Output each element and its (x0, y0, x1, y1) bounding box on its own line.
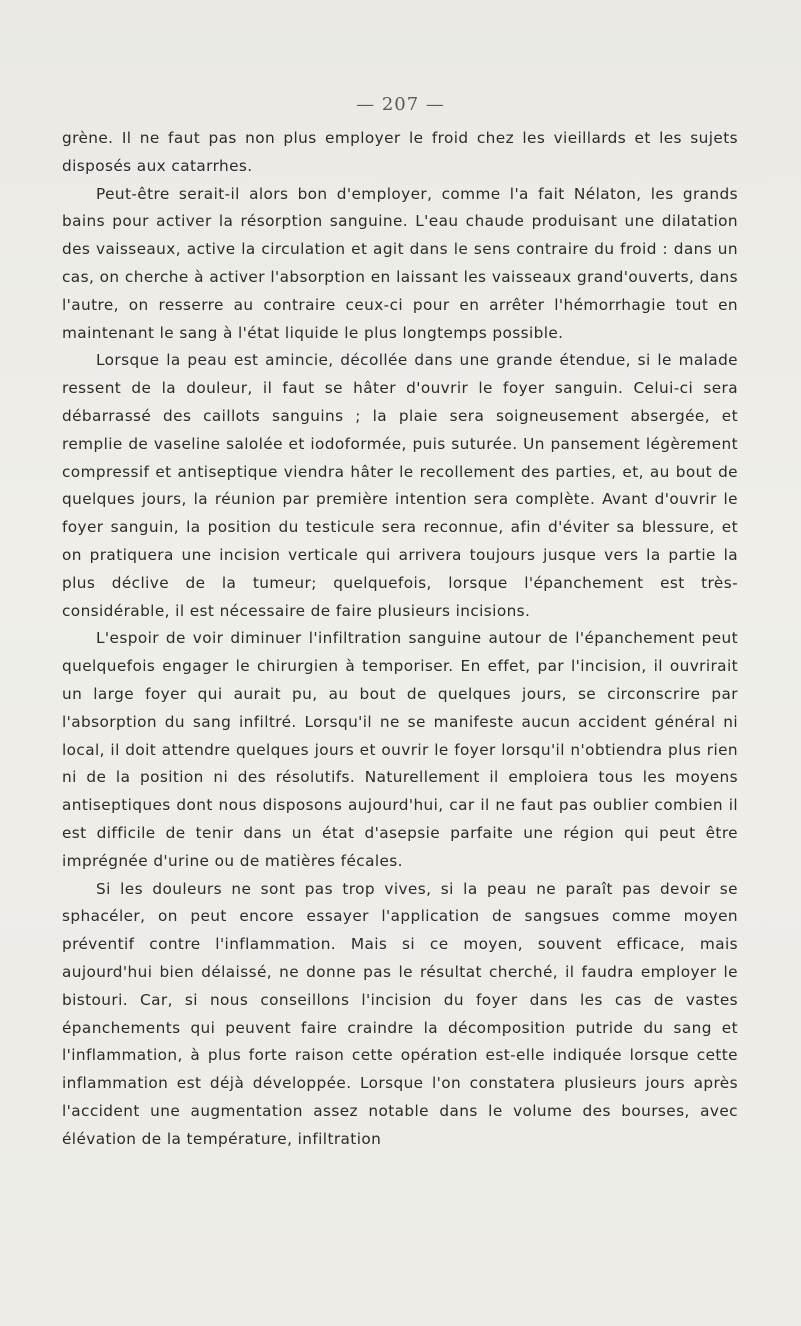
paragraph-3: Lorsque la peau est amincie, décollée dans une grande étendue, si le malade ressent de la douleur, il faut se hâter d'ouvrir le foyer sanguin. Celui-ci sera débarrassé des caillots sanguins ; la plaie sera soigneusement absergée, et remplie de vaseline salolée et iodoformée, puis suturée. Un pansement légèrement compressif et antiseptique viendra hâter le recollement des parties, et, au bout de quelques jours, la réunion par première intention sera complète. Avant d'ouvrir le foyer sanguin, la position du testicule sera reconnue, afin d'éviter sa blessure, et on pratiquera une incision verticale qui arrivera toujours jusque vers la partie la plus déclive de la tumeur; quelquefois, lorsque l'épanchement est très-considérable, il est nécessaire de faire plusieurs incisions. (62, 351, 738, 620)
page-number: — 207 — (356, 94, 445, 115)
paragraph-5: Si les douleurs ne sont pas trop vives, si la peau ne paraît pas devoir se sphacéler, on peut encore essayer l'application de sangsues comme moyen préventif contre l'inflammation. Mais si ce moyen, souvent efficace, mais aujourd'hui bien délaissé, ne donne pas le résultat cherché, il faudra employer le bistouri. Car, si nous conseillons l'incision du foyer dans les cas de vastes épanchements qui peuvent faire craindre la décomposition putride du sang et l'inflammation, à plus forte raison cette opération est-elle indiquée lorsque cette inflammation est déjà développée. Lorsque l'on constatera plusieurs jours après l'accident une augmentation assez notable dans le volume des bourses, avec élévation de la température, infiltration (62, 879, 738, 1148)
paragraph-2: Peut-être serait-il alors bon d'employer, comme l'a fait Nélaton, les grands bains pour activer la résorption sanguine. L'eau chaude produisant une dilatation des vaisseaux, active la circulation et agit dans le sens contraire du froid : dans un cas, on cherche à activer l'absorption en laissant les vaisseaux grand'ouverts, dans l'autre, on resserre au contraire ceux-ci pour en arrêter l'hémorrhagie tout en maintenant le sang à l'état liquide le plus longtemps possible. (62, 184, 738, 342)
paragraph-4: L'espoir de voir diminuer l'infiltration sanguine autour de l'épanchement peut quelquefois engager le chirurgien à temporiser. En effet, par l'incision, il ouvrirait un large foyer qui aurait pu, au bout de quelques jours, se circonscrire par l'absorption du sang infiltré. Lorsqu'il ne se manifeste aucun accident général ni local, il doit attendre quelques jours et ouvrir le foyer lorsqu'il n'obtiendra plus rien ni de la position ni des résolutifs. Naturellement il emploiera tous les moyens antiseptiques dont nous disposons aujourd'hui, car il ne faut pas oublier combien il est difficile de tenir dans un état d'asepsie parfaite une région qui peut être imprégnée d'urine ou de matières fécales. (62, 629, 738, 870)
body-text (62, 125, 738, 1153)
paragraph-1: grène. Il ne faut pas non plus employer le froid chez les vieillards et les sujets disposés aux catarrhes. (62, 129, 738, 175)
